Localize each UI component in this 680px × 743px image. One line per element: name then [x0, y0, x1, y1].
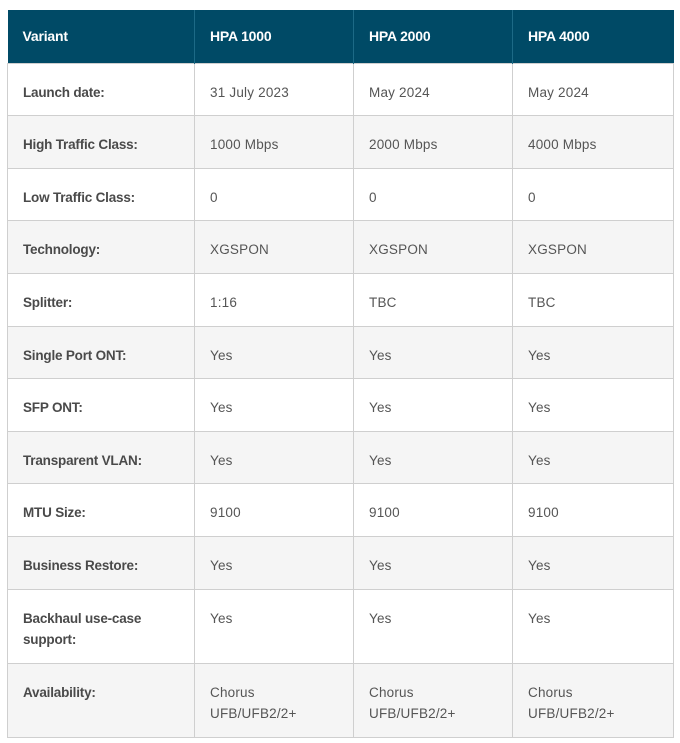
table-row [8, 663, 674, 737]
cell-hpa-2000: XGSPON [354, 220, 513, 273]
cell-hpa-1000: Yes [195, 431, 354, 483]
cell-hpa-4000: Yes [513, 431, 674, 483]
row-label: High Traffic Class: [8, 115, 195, 168]
table-row [8, 378, 674, 431]
cell-hpa-4000: XGSPON [513, 220, 674, 273]
table-header [8, 10, 674, 63]
table-row [8, 273, 674, 326]
cell-hpa-2000: Chorus UFB/UFB2/2+ [354, 663, 513, 737]
header-hpa-4000: HPA 4000 [513, 10, 674, 63]
cell-hpa-4000: TBC [513, 273, 674, 326]
cell-hpa-1000: Yes [195, 536, 354, 589]
cell-hpa-4000: Yes [513, 589, 674, 663]
table-row [8, 220, 674, 273]
cell-hpa-2000: May 2024 [354, 63, 513, 115]
table-row [8, 483, 674, 536]
table-row [8, 536, 674, 589]
cell-hpa-4000: May 2024 [513, 63, 674, 115]
cell-hpa-1000: Yes [195, 326, 354, 378]
cell-hpa-4000: Chorus UFB/UFB2/2+ [513, 663, 674, 737]
cell-hpa-2000: Yes [354, 378, 513, 431]
row-label: Low Traffic Class: [8, 168, 195, 220]
table-row [8, 589, 674, 663]
cell-hpa-1000: 31 July 2023 [195, 63, 354, 115]
cell-hpa-4000: 0 [513, 168, 674, 220]
cell-hpa-2000: 2000 Mbps [354, 115, 513, 168]
cell-hpa-1000: Chorus UFB/UFB2/2+ [195, 663, 354, 737]
comparison-table-container [7, 10, 673, 738]
table-row [8, 63, 674, 115]
row-label: Business Restore: [8, 536, 195, 589]
cell-hpa-2000: Yes [354, 431, 513, 483]
cell-hpa-4000: 9100 [513, 483, 674, 536]
table-body [8, 63, 674, 737]
cell-hpa-1000: 1000 Mbps [195, 115, 354, 168]
header-row [8, 10, 674, 63]
cell-hpa-2000: 9100 [354, 483, 513, 536]
variant-comparison-table [7, 10, 674, 738]
row-label: MTU Size: [8, 483, 195, 536]
header-hpa-2000: HPA 2000 [354, 10, 513, 63]
cell-hpa-2000: Yes [354, 589, 513, 663]
cell-hpa-2000: Yes [354, 326, 513, 378]
row-label: Availability: [8, 663, 195, 737]
table-row [8, 431, 674, 483]
header-hpa-1000: HPA 1000 [195, 10, 354, 63]
cell-hpa-2000: TBC [354, 273, 513, 326]
row-label: SFP ONT: [8, 378, 195, 431]
cell-hpa-1000: Yes [195, 378, 354, 431]
table-row [8, 326, 674, 378]
table-row [8, 168, 674, 220]
cell-hpa-1000: 1:16 [195, 273, 354, 326]
cell-hpa-1000: XGSPON [195, 220, 354, 273]
row-label: Transparent VLAN: [8, 431, 195, 483]
cell-hpa-4000: Yes [513, 326, 674, 378]
cell-hpa-1000: 9100 [195, 483, 354, 536]
cell-hpa-4000: 4000 Mbps [513, 115, 674, 168]
cell-hpa-1000: Yes [195, 589, 354, 663]
cell-hpa-4000: Yes [513, 536, 674, 589]
table-row [8, 115, 674, 168]
cell-hpa-1000: 0 [195, 168, 354, 220]
row-label: Single Port ONT: [8, 326, 195, 378]
row-label: Splitter: [8, 273, 195, 326]
row-label: Launch date: [8, 63, 195, 115]
cell-hpa-2000: Yes [354, 536, 513, 589]
row-label: Technology: [8, 220, 195, 273]
cell-hpa-2000: 0 [354, 168, 513, 220]
header-variant: Variant [22, 28, 68, 45]
cell-hpa-4000: Yes [513, 378, 674, 431]
row-label: Backhaul use-case support: [8, 589, 195, 663]
